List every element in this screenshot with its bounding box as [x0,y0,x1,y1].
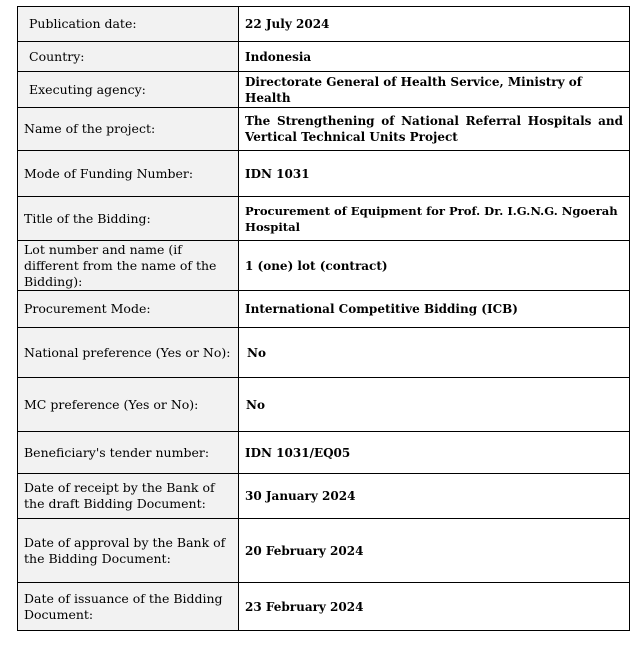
label-funding-number: Mode of Funding Number: [18,151,239,197]
table-row-receipt-date [18,474,630,519]
value-procurement-mode: International Competitive Bidding (ICB) [239,291,630,328]
value-national-preference: No [239,328,630,378]
value-approval-date: 20 February 2024 [239,519,630,583]
value-executing-agency: Directorate General of Health Service, Ministry of Health [239,72,630,108]
label-project-name: Name of the project: [18,108,239,151]
value-issuance-date: 23 February 2024 [239,583,630,631]
table-row-procurement-mode [18,291,630,328]
label-national-preference: National preference (Yes or No): [18,328,239,378]
value-publication-date: 22 July 2024 [239,7,630,42]
label-bidding-title: Title of the Bidding: [18,197,239,241]
label-publication-date: Publication date: [18,7,239,42]
table-row-approval-date [18,519,630,583]
table-row-funding-number [18,151,630,197]
value-bidding-title: Procurement of Equipment for Prof. Dr. I.G.N.G. Ngoerah Hospital [239,197,630,241]
table-row-executing-agency [18,72,630,108]
label-country: Country: [18,42,239,72]
value-receipt-date: 30 January 2024 [239,474,630,519]
bidding-notice-table [17,6,630,631]
value-mc-preference: No [239,378,630,432]
label-approval-date: Date of approval by the Bank of the Bidding Document: [18,519,239,583]
table-row-national-preference [18,328,630,378]
table-row-publication-date [18,7,630,42]
table-row-tender-number [18,432,630,474]
table-row-lot [18,241,630,291]
table-row-mc-preference [18,378,630,432]
value-tender-number: IDN 1031/EQ05 [239,432,630,474]
value-country: Indonesia [239,42,630,72]
label-issuance-date: Date of issuance of the Bidding Document: [18,583,239,631]
label-tender-number: Beneficiary's tender number: [18,432,239,474]
label-procurement-mode: Procurement Mode: [18,291,239,328]
value-funding-number: IDN 1031 [239,151,630,197]
label-executing-agency: Executing agency: [18,72,239,108]
label-lot: Lot number and name (if different from the name of the Bidding): [18,241,239,291]
label-receipt-date: Date of receipt by the Bank of the draft Bidding Document: [18,474,239,519]
table-row-country [18,42,630,72]
value-lot: 1 (one) lot (contract) [239,241,630,291]
label-mc-preference: MC preference (Yes or No): [18,378,239,432]
table-row-bidding-title [18,197,630,241]
table-row-issuance-date [18,583,630,631]
table-row-project-name [18,108,630,151]
value-project-name: The Strengthening of National Referral Hospitals and Vertical Technical Units Project [239,108,630,151]
